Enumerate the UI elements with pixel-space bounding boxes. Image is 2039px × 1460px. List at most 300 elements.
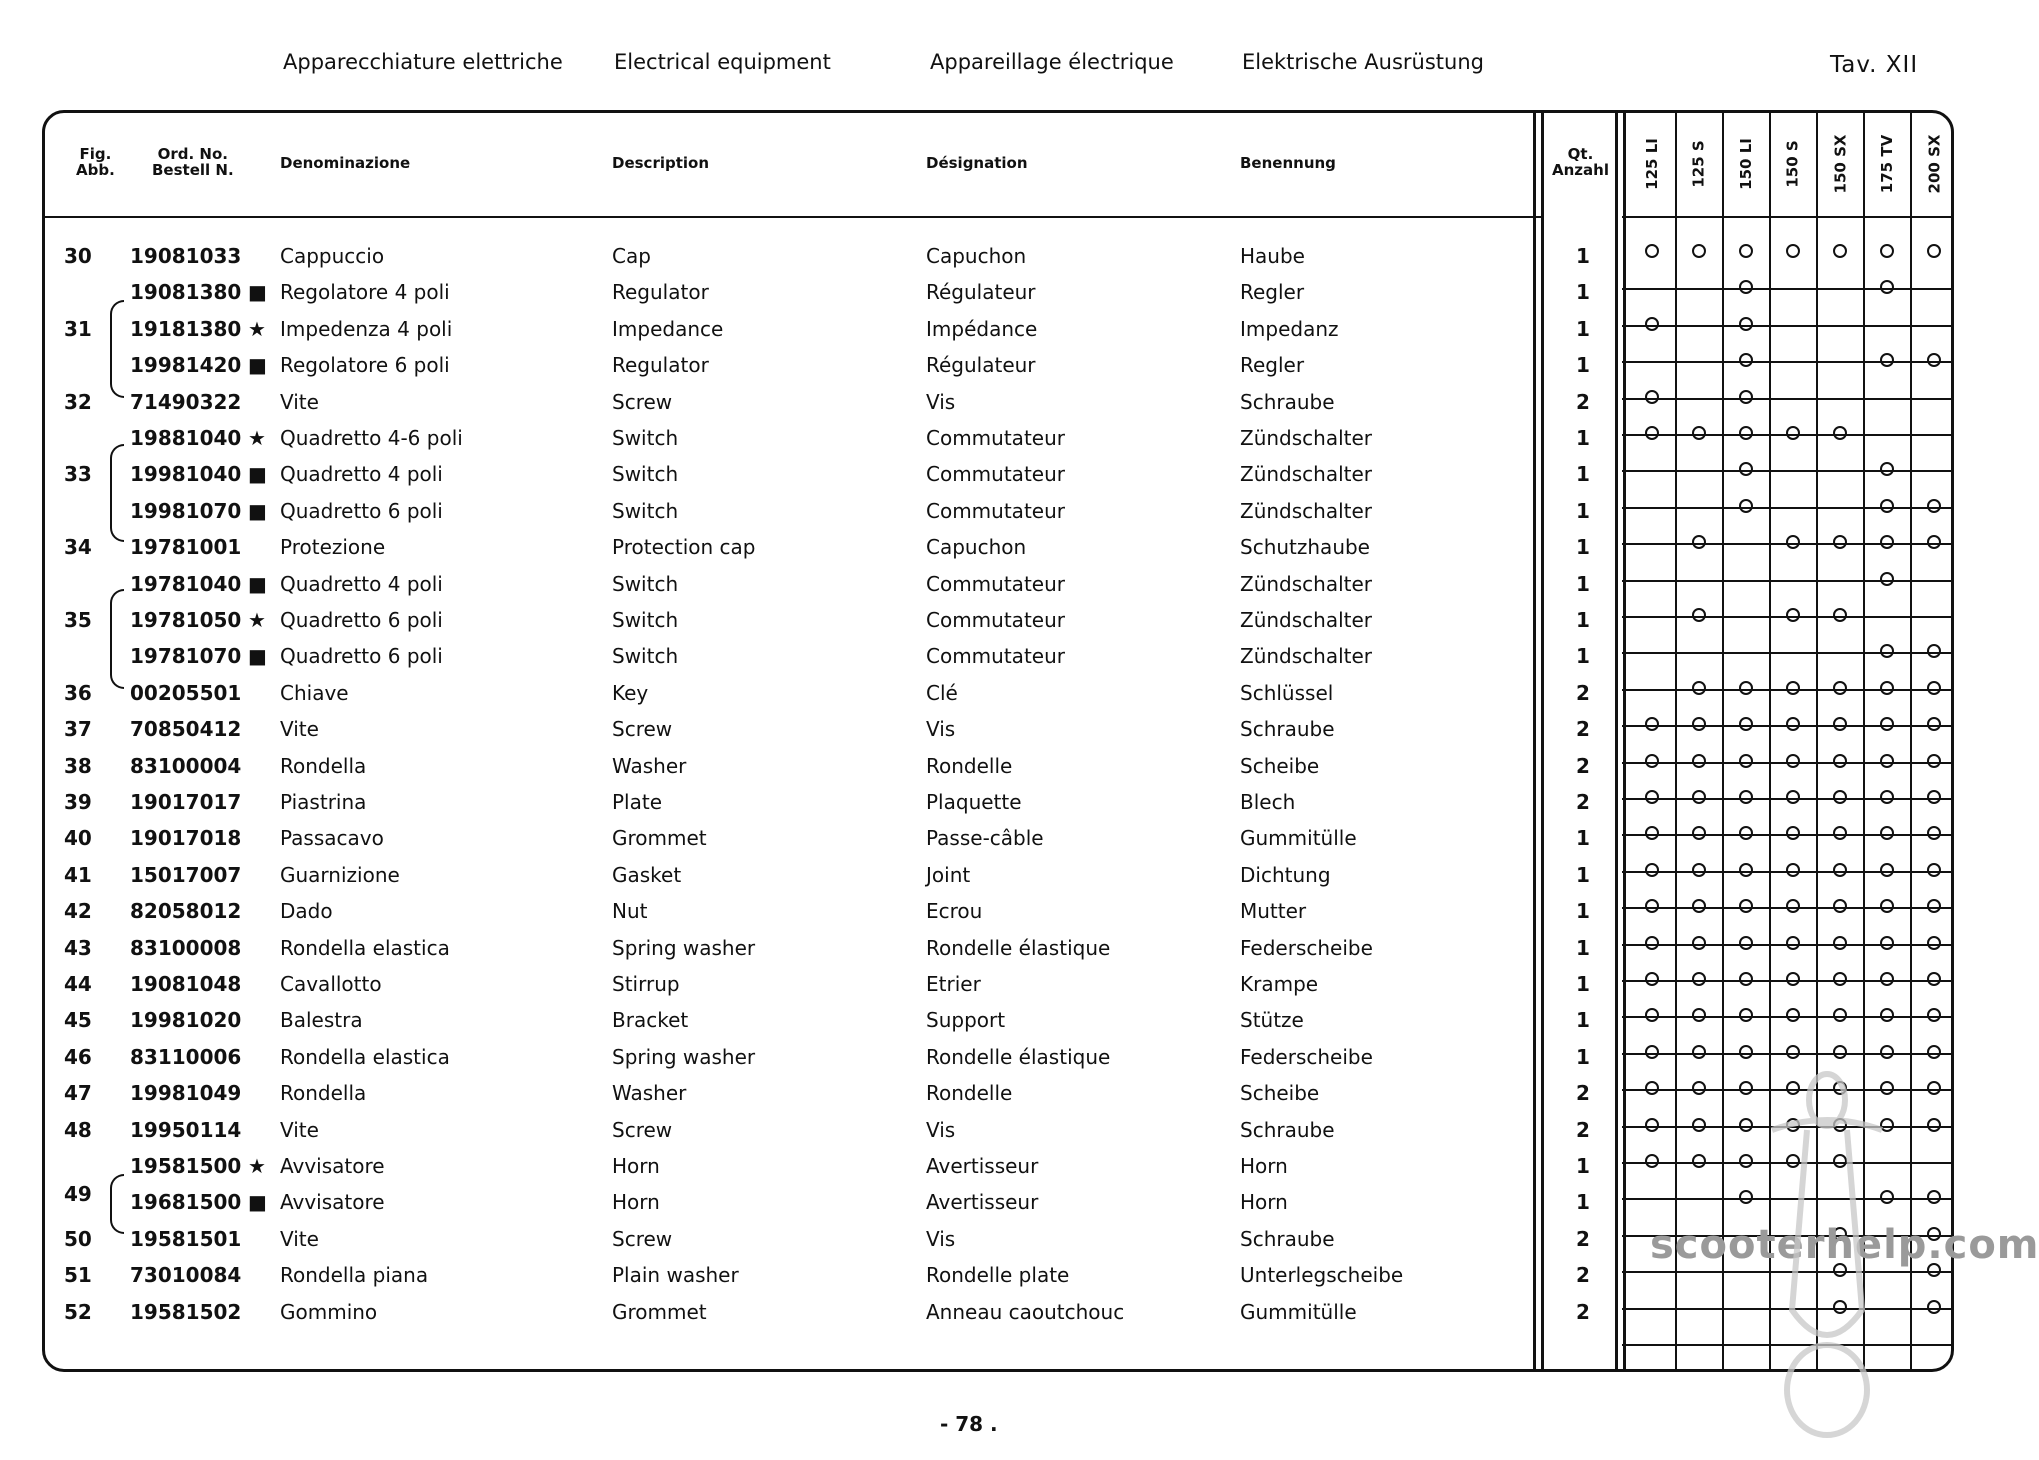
cell-ord: 70850412 [130, 717, 242, 741]
applicability-mark [1927, 717, 1941, 731]
cell-dsg: Commutateur [926, 462, 1065, 486]
col-des: Description [612, 154, 710, 172]
applicability-mark [1927, 754, 1941, 768]
applicability-mark [1645, 1008, 1659, 1022]
applicability-mark [1833, 863, 1847, 877]
cell-dsg: Clé [926, 681, 958, 705]
cell-des: Nut [612, 899, 648, 923]
cell-ben: Regler [1240, 353, 1305, 377]
table-row [0, 462, 2000, 498]
cell-dsg: Commutateur [926, 572, 1065, 596]
applicability-mark [1786, 826, 1800, 840]
cell-fig: 45 [64, 1008, 92, 1032]
cell-ord: 83100004 [130, 754, 242, 778]
applicability-mark [1645, 1045, 1659, 1059]
cell-den: Dado [280, 899, 333, 923]
cell-ben: Zündschalter [1240, 462, 1373, 486]
applicability-mark [1833, 1045, 1847, 1059]
cell-des: Plate [612, 790, 663, 814]
cell-des: Screw [612, 717, 673, 741]
applicability-mark [1880, 572, 1894, 586]
cell-den: Impedenza 4 poli [280, 317, 453, 341]
cell-dsg: Avertisseur [926, 1190, 1039, 1214]
title-italian: Apparecchiature elettriche [283, 50, 563, 74]
cell-ben: Schutzhaube [1240, 535, 1370, 559]
cell-des: Switch [612, 462, 679, 486]
cell-ord: 83100008 [130, 936, 242, 960]
cell-ord: 19681500 [130, 1190, 242, 1214]
cell-fig: 42 [64, 899, 92, 923]
page-number: - 78 . [940, 1412, 998, 1436]
cell-qty: 2 [1576, 754, 1590, 778]
cell-den: Gommino [280, 1300, 378, 1324]
cell-ben: Krampe [1240, 972, 1319, 996]
cell-fig: 40 [64, 826, 92, 850]
cell-ben: Zündschalter [1240, 608, 1373, 632]
applicability-mark [1645, 717, 1659, 731]
applicability-mark [1833, 535, 1847, 549]
cell-ord: 19081033 [130, 244, 242, 268]
cell-des: Washer [612, 1081, 687, 1105]
table-row [0, 899, 2000, 935]
applicability-mark [1645, 863, 1659, 877]
cell-qty: 1 [1576, 353, 1590, 377]
cell-den: Piastrina [280, 790, 367, 814]
applicability-mark [1739, 1081, 1753, 1095]
applicability-mark [1692, 244, 1706, 258]
cell-mark: ■ [248, 572, 267, 596]
cell-ben: Mutter [1240, 899, 1307, 923]
cell-qty: 1 [1576, 535, 1590, 559]
cell-des: Plain washer [612, 1263, 739, 1287]
cell-qty: 2 [1576, 1081, 1590, 1105]
cell-ben: Zündschalter [1240, 644, 1373, 668]
cell-ord: 71490322 [130, 390, 242, 414]
cell-fig: 39 [64, 790, 92, 814]
brace-33 [110, 444, 124, 542]
applicability-mark [1739, 790, 1753, 804]
applicability-mark [1786, 1008, 1800, 1022]
cell-qty: 1 [1576, 826, 1590, 850]
cell-den: Quadretto 6 poli [280, 499, 443, 523]
cell-dsg: Commutateur [926, 608, 1065, 632]
table-row [0, 863, 2000, 899]
title-french: Appareillage électrique [930, 50, 1174, 74]
cell-den: Rondella elastica [280, 936, 450, 960]
cell-des: Spring washer [612, 936, 756, 960]
cell-dsg: Vis [926, 1227, 956, 1251]
cell-dsg: Régulateur [926, 280, 1036, 304]
fig-49: 49 [64, 1182, 92, 1206]
applicability-mark [1880, 462, 1894, 476]
cell-den: Avvisatore [280, 1154, 385, 1178]
cell-ord: 19017017 [130, 790, 242, 814]
applicability-mark [1927, 1081, 1941, 1095]
applicability-mark [1786, 244, 1800, 258]
cell-des: Stirrup [612, 972, 680, 996]
table-row [0, 1190, 2000, 1226]
cell-des: Switch [612, 499, 679, 523]
brace-31 [110, 300, 124, 398]
cell-ord: 19781070 [130, 644, 242, 668]
cell-fig: 38 [64, 754, 92, 778]
applicability-mark [1739, 1154, 1753, 1168]
cell-ben: Schraube [1240, 1227, 1335, 1251]
applicability-mark [1880, 535, 1894, 549]
cell-des: Grommet [612, 1300, 707, 1324]
cell-ord: 19581502 [130, 1300, 242, 1324]
cell-dsg: Commutateur [926, 644, 1065, 668]
applicability-mark [1927, 790, 1941, 804]
table-row [0, 1154, 2000, 1190]
applicability-mark [1880, 499, 1894, 513]
cell-den: Quadretto 4 poli [280, 462, 443, 486]
cell-dsg: Vis [926, 1118, 956, 1142]
applicability-mark [1786, 681, 1800, 695]
cell-ben: Horn [1240, 1154, 1288, 1178]
cell-dsg: Capuchon [926, 535, 1027, 559]
cell-ord: 19981049 [130, 1081, 242, 1105]
cell-des: Regulator [612, 280, 709, 304]
cell-dsg: Joint [926, 863, 971, 887]
table-row [0, 280, 2000, 316]
cell-ord: 83110006 [130, 1045, 242, 1069]
applicability-mark [1833, 754, 1847, 768]
cell-dsg: Commutateur [926, 426, 1065, 450]
applicability-mark [1833, 426, 1847, 440]
applicability-mark [1739, 1118, 1753, 1132]
applicability-mark [1927, 1300, 1941, 1314]
cell-mark: ■ [248, 353, 267, 377]
applicability-mark [1833, 826, 1847, 840]
cell-qty: 1 [1576, 462, 1590, 486]
model-label: 125 LI [1643, 138, 1661, 190]
cell-fig: 51 [64, 1263, 92, 1287]
cell-mark: ■ [248, 462, 267, 486]
model-column-header [1771, 118, 1815, 210]
cell-qty: 1 [1576, 936, 1590, 960]
applicability-mark [1645, 899, 1659, 913]
applicability-mark [1786, 717, 1800, 731]
applicability-mark [1880, 790, 1894, 804]
applicability-mark [1880, 717, 1894, 731]
cell-qty: 1 [1576, 280, 1590, 304]
applicability-mark [1739, 244, 1753, 258]
cell-ben: Impedanz [1240, 317, 1339, 341]
applicability-mark [1692, 754, 1706, 768]
cell-fig: 44 [64, 972, 92, 996]
applicability-mark [1786, 535, 1800, 549]
cell-ben: Federscheibe [1240, 936, 1373, 960]
cell-ord: 19881040 [130, 426, 242, 450]
col-dsg: Désignation [926, 154, 1028, 172]
applicability-mark [1927, 1008, 1941, 1022]
cell-des: Bracket [612, 1008, 689, 1032]
cell-dsg: Impédance [926, 317, 1038, 341]
table-row [0, 1300, 2000, 1336]
cell-des: Cap [612, 244, 651, 268]
cell-dsg: Support [926, 1008, 1006, 1032]
table-row [0, 426, 2000, 462]
cell-ord: 19781040 [130, 572, 242, 596]
applicability-mark [1645, 244, 1659, 258]
cell-des: Horn [612, 1154, 660, 1178]
applicability-mark [1645, 1081, 1659, 1095]
cell-des: Switch [612, 644, 679, 668]
cell-fig: 41 [64, 863, 92, 887]
cell-fig: 47 [64, 1081, 92, 1105]
col-ord: Ord. No. Bestell N. [152, 145, 234, 179]
cell-ben: Blech [1240, 790, 1296, 814]
applicability-mark [1692, 826, 1706, 840]
cell-qty: 2 [1576, 1300, 1590, 1324]
cell-ord: 19981020 [130, 1008, 242, 1032]
cell-fig: 36 [64, 681, 92, 705]
table-row [0, 717, 2000, 753]
applicability-mark [1739, 280, 1753, 294]
cell-ord: 73010084 [130, 1263, 242, 1287]
header-divider [42, 216, 1542, 218]
cell-des: Switch [612, 572, 679, 596]
model-column-header [1677, 118, 1721, 210]
col-ben: Benennung [1240, 154, 1336, 172]
cell-ord: 19950114 [130, 1118, 242, 1142]
cell-qty: 1 [1576, 1045, 1590, 1069]
applicability-mark [1880, 353, 1894, 367]
cell-ord: 00205501 [130, 681, 242, 705]
applicability-mark [1927, 535, 1941, 549]
applicability-mark [1880, 681, 1894, 695]
cell-den: Rondella [280, 1081, 367, 1105]
cell-dsg: Plaquette [926, 790, 1022, 814]
cell-fig: 43 [64, 936, 92, 960]
applicability-mark [1645, 426, 1659, 440]
applicability-mark [1927, 899, 1941, 913]
applicability-mark [1833, 790, 1847, 804]
applicability-mark [1786, 1045, 1800, 1059]
cell-ord: 19981420 [130, 353, 242, 377]
brace-35 [110, 589, 124, 689]
cell-ord: 19981040 [130, 462, 242, 486]
cell-ben: Scheibe [1240, 754, 1320, 778]
applicability-mark [1833, 244, 1847, 258]
col-fig: Fig. Abb. [76, 145, 115, 179]
applicability-mark [1692, 1008, 1706, 1022]
watermark: scooterhelp.com [1650, 1222, 2039, 1268]
cell-qty: 1 [1576, 244, 1590, 268]
cell-ben: Unterlegscheibe [1240, 1263, 1404, 1287]
cell-des: Protection cap [612, 535, 756, 559]
applicability-mark [1880, 280, 1894, 294]
table-number: Tav. XII [1830, 52, 1919, 78]
applicability-mark [1739, 681, 1753, 695]
table-row [0, 754, 2000, 790]
applicability-mark [1739, 353, 1753, 367]
table-row [0, 681, 2000, 717]
title-english: Electrical equipment [614, 50, 831, 74]
cell-dsg: Commutateur [926, 499, 1065, 523]
cell-ben: Zündschalter [1240, 572, 1373, 596]
applicability-mark [1786, 899, 1800, 913]
cell-ben: Regler [1240, 280, 1305, 304]
cell-ord: 19081380 [130, 280, 242, 304]
cell-ben: Zündschalter [1240, 499, 1373, 523]
table-row [0, 317, 2000, 353]
applicability-mark [1786, 936, 1800, 950]
cell-den: Vite [280, 1227, 319, 1251]
applicability-mark [1739, 826, 1753, 840]
cell-dsg: Anneau caoutchouc [926, 1300, 1125, 1324]
cell-den: Quadretto 6 poli [280, 608, 443, 632]
applicability-mark [1739, 317, 1753, 331]
cell-den: Balestra [280, 1008, 363, 1032]
cell-fig: 46 [64, 1045, 92, 1069]
cell-qty: 2 [1576, 1263, 1590, 1287]
applicability-mark [1833, 1008, 1847, 1022]
cell-ord: 19181380 [130, 317, 242, 341]
applicability-mark [1927, 936, 1941, 950]
cell-des: Horn [612, 1190, 660, 1214]
cell-den: Quadretto 4-6 poli [280, 426, 463, 450]
table-row [0, 1081, 2000, 1117]
applicability-mark [1833, 899, 1847, 913]
cell-den: Vite [280, 1118, 319, 1142]
cell-den: Passacavo [280, 826, 384, 850]
cell-ord: 19581501 [130, 1227, 242, 1251]
model-column-header [1630, 118, 1674, 210]
applicability-mark [1833, 681, 1847, 695]
applicability-mark [1739, 899, 1753, 913]
cell-mark: ■ [248, 499, 267, 523]
cell-ben: Schraube [1240, 390, 1335, 414]
cell-qty: 1 [1576, 572, 1590, 596]
cell-qty: 1 [1576, 499, 1590, 523]
cell-ord: 19017018 [130, 826, 242, 850]
cell-dsg: Rondelle plate [926, 1263, 1070, 1287]
cell-mark: ■ [248, 280, 267, 304]
cell-qty: 2 [1576, 1227, 1590, 1251]
model-column-header [1912, 118, 1956, 210]
cell-ben: Dichtung [1240, 863, 1331, 887]
model-label: 200 SX [1925, 134, 1943, 194]
applicability-mark [1786, 863, 1800, 877]
applicability-mark [1692, 936, 1706, 950]
cell-den: Protezione [280, 535, 386, 559]
applicability-mark [1927, 353, 1941, 367]
cell-mark: ★ [248, 1154, 266, 1178]
applicability-mark [1645, 972, 1659, 986]
applicability-mark [1927, 863, 1941, 877]
cell-mark: ■ [248, 1190, 267, 1214]
applicability-mark [1692, 681, 1706, 695]
applicability-mark [1645, 390, 1659, 404]
cell-ben: Schraube [1240, 1118, 1335, 1142]
applicability-mark [1645, 317, 1659, 331]
brace-49 [110, 1174, 124, 1234]
cell-den: Vite [280, 717, 319, 741]
model-row-rule [1622, 216, 1952, 218]
applicability-mark [1880, 936, 1894, 950]
applicability-mark [1880, 826, 1894, 840]
applicability-mark [1833, 608, 1847, 622]
applicability-mark [1739, 1190, 1753, 1204]
cell-qty: 1 [1576, 899, 1590, 923]
cell-ben: Haube [1240, 244, 1305, 268]
cell-qty: 2 [1576, 790, 1590, 814]
cell-qty: 1 [1576, 317, 1590, 341]
cell-mark: ★ [248, 426, 266, 450]
applicability-mark [1739, 499, 1753, 513]
table-row [0, 1008, 2000, 1044]
cell-den: Chiave [280, 681, 349, 705]
cell-ord: 19781001 [130, 535, 242, 559]
applicability-mark [1645, 936, 1659, 950]
cell-qty: 2 [1576, 681, 1590, 705]
cell-dsg: Rondelle élastique [926, 936, 1111, 960]
table-row [0, 499, 2000, 535]
table-row [0, 1263, 2000, 1299]
applicability-mark [1927, 681, 1941, 695]
applicability-mark [1739, 1008, 1753, 1022]
cell-den: Regolatore 4 poli [280, 280, 450, 304]
table-row [0, 972, 2000, 1008]
cell-den: Quadretto 4 poli [280, 572, 443, 596]
cell-des: Screw [612, 1118, 673, 1142]
applicability-mark [1880, 899, 1894, 913]
cell-ben: Schlüssel [1240, 681, 1334, 705]
cell-den: Cappuccio [280, 244, 385, 268]
cell-qty: 1 [1576, 426, 1590, 450]
model-label: 150 SX [1831, 134, 1849, 194]
applicability-mark [1927, 972, 1941, 986]
cell-dsg: Régulateur [926, 353, 1036, 377]
cell-fig: 33 [64, 462, 92, 486]
table-row [0, 1118, 2000, 1154]
cell-den: Regolatore 6 poli [280, 353, 450, 377]
applicability-mark [1927, 1190, 1941, 1204]
cell-ben: Federscheibe [1240, 1045, 1373, 1069]
cell-des: Switch [612, 608, 679, 632]
cell-den: Rondella elastica [280, 1045, 450, 1069]
applicability-mark [1739, 863, 1753, 877]
applicability-mark [1692, 1154, 1706, 1168]
cell-des: Spring washer [612, 1045, 756, 1069]
cell-ord: 19981070 [130, 499, 242, 523]
cell-ord: 82058012 [130, 899, 242, 923]
cell-dsg: Rondelle [926, 754, 1013, 778]
cell-dsg: Vis [926, 390, 956, 414]
cell-den: Avvisatore [280, 1190, 385, 1214]
applicability-mark [1880, 244, 1894, 258]
cell-fig: 50 [64, 1227, 92, 1251]
cell-des: Screw [612, 1227, 673, 1251]
cell-dsg: Avertisseur [926, 1154, 1039, 1178]
col-qty: Qt. Anzahl [1552, 145, 1609, 179]
applicability-mark [1880, 1045, 1894, 1059]
applicability-mark [1927, 499, 1941, 513]
cell-qty: 2 [1576, 717, 1590, 741]
applicability-mark [1880, 644, 1894, 658]
cell-mark: ■ [248, 644, 267, 668]
cell-fig: 32 [64, 390, 92, 414]
cell-dsg: Passe-câble [926, 826, 1044, 850]
table-row [0, 390, 2000, 426]
applicability-mark [1739, 390, 1753, 404]
table-row [0, 790, 2000, 826]
title-german: Elektrische Ausrüstung [1242, 50, 1484, 74]
applicability-mark [1880, 863, 1894, 877]
applicability-mark [1645, 754, 1659, 768]
